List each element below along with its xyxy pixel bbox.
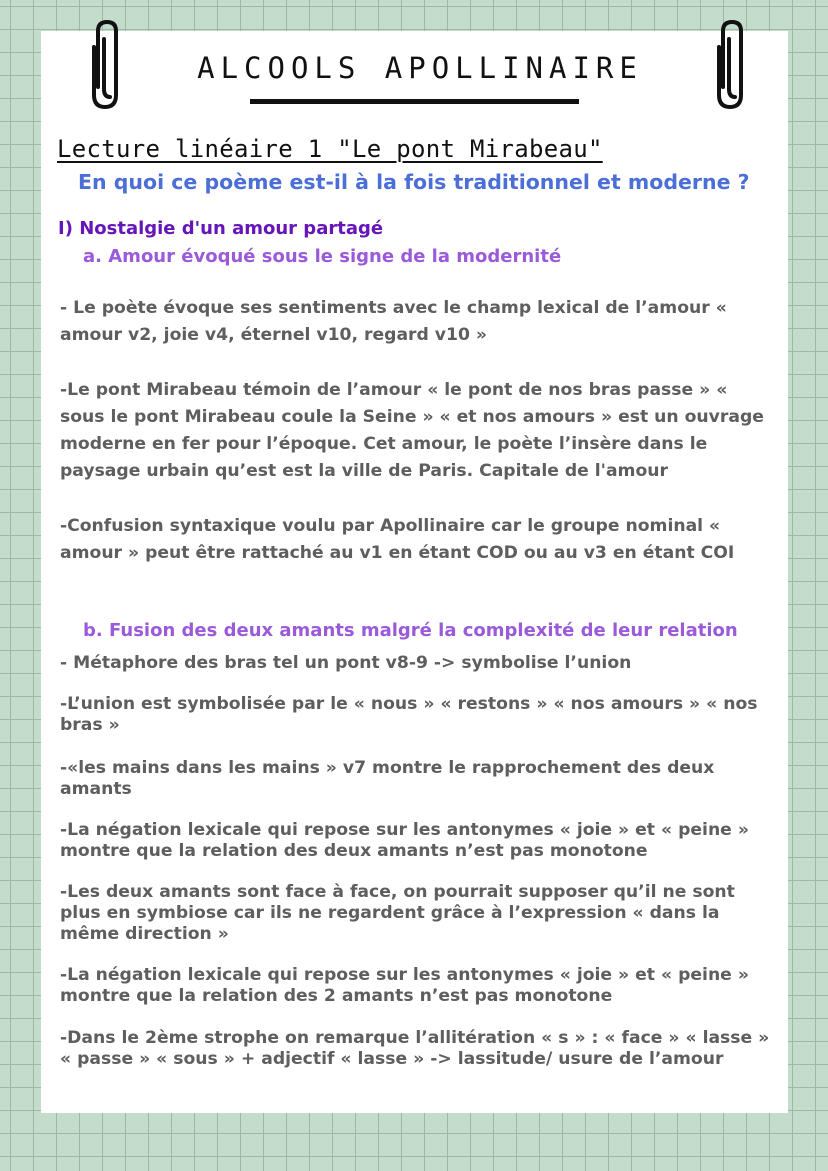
paragraph: -Les deux amants sont face à face, on pourrait supposer qu’il ne sont plus en symbiose car ils ne regardent grâce à l’expression « dans la même direction » — [60, 882, 735, 944]
problematic-question: En quoi ce poème est-il à la fois traditionnel et moderne ? — [78, 170, 750, 194]
paragraph: - Métaphore des bras tel un pont v8-9 -> symbolise l’union — [60, 653, 632, 673]
paragraph: -«les mains dans les mains » v7 montre le rapprochement des deux amants — [60, 758, 715, 799]
paragraph: - Le poète évoque ses sentiments avec le champ lexical de l’amour « amour v2, joie v4, éternel v10, regard v10 » — [60, 298, 727, 345]
document-title: ALCOOLS APOLLINAIRE — [197, 51, 643, 85]
paragraph: -La négation lexicale qui repose sur les antonymes « joie » et « peine » montre que la relation des deux amants n’est pas monotone — [60, 820, 749, 861]
paragraph: -La négation lexicale qui repose sur les antonymes « joie » et « peine » montre que la relation des 2 amants n’est pas monotone — [60, 965, 749, 1006]
section-heading: I) Nostalgie d'un amour partagé — [58, 218, 384, 239]
paragraph: -Le pont Mirabeau témoin de l’amour « le pont de nos bras passe » « sous le pont Mirabeau coule la Seine » « et nos amours » est un ouvrage moderne en fer pour l’époque. Cet amour, le poète l’insère dans le paysage urbain qu’est est la ville de Paris. Capitale de l'amour — [60, 380, 764, 481]
lesson-subtitle: Lecture linéaire 1 "Le pont Mirabeau" — [57, 135, 603, 163]
subsection-a-heading: a. Amour évoqué sous le signe de la modernité — [83, 246, 562, 267]
paragraph: -Confusion syntaxique voulu par Apollinaire car le groupe nominal « amour » peut être rattaché au v1 en étant COD ou au v3 en étant COI — [60, 516, 735, 563]
paragraph: -Dans le 2ème strophe on remarque l’allitération « s » : « face » « lasse » « passe » « sous » + adjectif « lasse » -> lassitude/ usure de l’amour — [60, 1028, 770, 1069]
title-underline — [250, 99, 579, 104]
subsection-b-heading: b. Fusion des deux amants malgré la complexité de leur relation — [83, 620, 738, 641]
paragraph: -L’union est symbolisée par le « nous » « restons » « nos amours » « nos bras » — [60, 694, 758, 735]
